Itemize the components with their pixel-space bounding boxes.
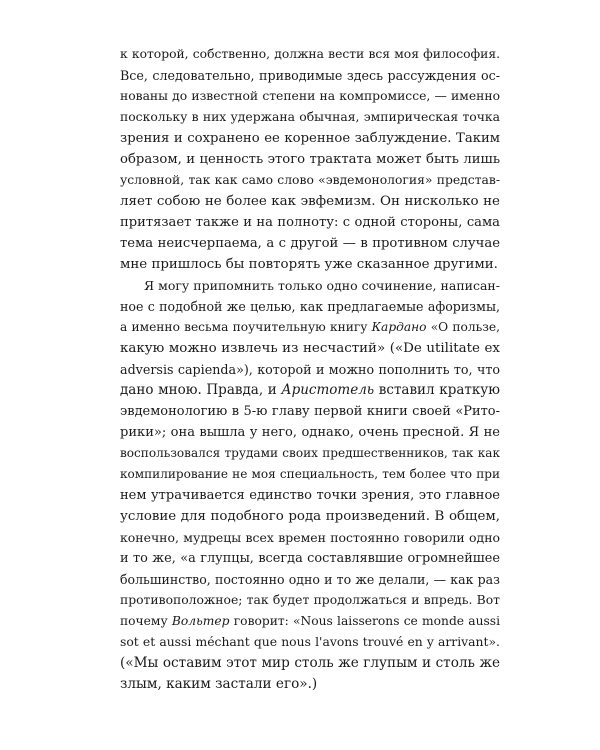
text-line: рики»; она вышла у него, однако, очень пресной. Я не (120, 425, 500, 440)
text-line: adversis capienda»), которой и можно пополнить то, что (120, 362, 500, 377)
text-line: дано мною. Правда, и Аристотель вставил краткую (120, 382, 500, 398)
text-line: поскольку в них удержана обычная, эмпирическая точка (120, 110, 500, 124)
text-line: а именно весьма поучительную книгу Кардано «О пользе, (120, 320, 500, 334)
text-line: притязает также и на полноту: с одной стороны, сама (120, 215, 500, 230)
text-line: Все, следовательно, приводимые здесь рассуждения ос- (120, 68, 500, 83)
text-line: большинство, постоянно одно и то же делали, — как раз (120, 572, 500, 587)
text-line: воспользовался трудами своих предшественников, так как (120, 446, 500, 460)
text-line: нованы до известной степени на компромиссе, — именно (120, 89, 500, 103)
text-line: противоположное; так будет продолжаться и впредь. Вот (120, 593, 500, 607)
text-line: компилирование не моя специальность, тем более что при (120, 467, 500, 481)
text-line: ляет собою не более как эвфемизм. Он нисколько не (120, 194, 500, 209)
text-line: sot et aussi méchant que nous l'avons trouvé en y arrivant». (120, 635, 500, 649)
text-line: нем утрачивается единство точки зрения, это главное (120, 488, 500, 503)
text-line: какую можно извлечь из несчастий» («De utilitate ex (120, 341, 500, 356)
text-line: конечно, мудрецы всех времен постоянно говорили одно (120, 530, 500, 545)
document-page (120, 44, 500, 695)
paragraph-2 (120, 275, 500, 695)
text-line: ное с подобной же целью, как предлагаемые афоризмы, (120, 299, 500, 314)
text-line: и то же, «а глупцы, всегда составлявшие огромнейшее (120, 551, 500, 566)
paragraph-1 (120, 44, 500, 275)
text-line: злым, каким застали его».) (120, 676, 318, 692)
text-line: почему Вольтер говорит: «Nous laisserons ce monde aussi (120, 614, 500, 628)
text-line: Я могу припомнить только одно сочинение, написан- (144, 278, 500, 293)
text-line: к которой, собственно, должна вести вся моя философия. (120, 47, 500, 61)
text-line: тема неисчерпаема, а с другой — в противном случае (120, 236, 500, 251)
text-line: образом, и ценность этого трактата может быть лишь (120, 152, 500, 167)
text-line: условие для подобного рода произведений. В общем, (120, 509, 500, 524)
text-line: мне пришлось бы повторять уже сказанное другими. (120, 257, 498, 272)
text-line: эвдемонологию в 5-ю главу первой книги своей «Рито- (120, 404, 500, 419)
text-line: («Мы оставим этот мир столь же глупым и столь же (120, 655, 500, 671)
text-line: условной, так как само слово «эвдемонология» представ- (120, 173, 500, 187)
text-line: зрения и сохранено ее коренное заблуждение. Таким (120, 131, 500, 146)
